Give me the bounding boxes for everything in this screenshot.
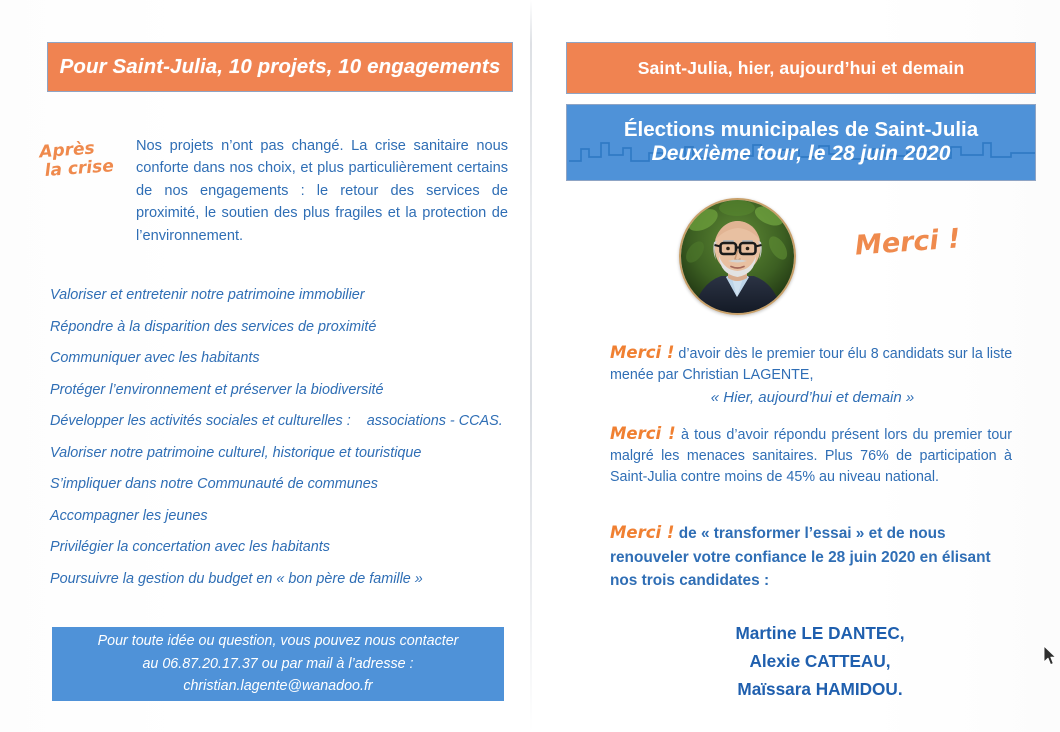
election-announcement-banner <box>566 104 1036 181</box>
election-banner-text <box>624 118 978 167</box>
contact-line-2: au 06.87.20.17.37 ou par mail à l’adresse : <box>142 655 414 672</box>
list-item: Martine LE DANTEC, <box>735 623 905 643</box>
contact-line-1: Pour toute idée ou question, vous pouvez nous contacter <box>97 632 459 649</box>
list-item: Valoriser et entretenir notre patrimoine immobilier <box>50 287 365 303</box>
intro-paragraph: Nos projets n’ont pas changé. La crise sanitaire nous conforte dans nos choix, et plus particulièrement certains de nos engagements : le retour des services de proximité, le soutien des plus fragiles et la protection de l’environnement. <box>136 137 508 245</box>
right-page-header-banner <box>566 42 1036 94</box>
left-header-title: Pour Saint-Julia, 10 projets, 10 engagements <box>59 55 501 78</box>
candidates-list <box>610 620 1030 704</box>
merci-label: Merci ! <box>610 523 675 542</box>
list-item: Poursuivre la gestion du budget en « bon père de famille » <box>50 570 423 587</box>
merci-paragraph-2 <box>610 422 1012 487</box>
candidate-portrait-avatar <box>679 198 796 315</box>
list-item: Protéger l’environnement et préserver la biodiversité <box>50 381 384 398</box>
handwritten-line-1: Après <box>38 138 96 163</box>
right-header-title: Saint-Julia, hier, aujourd’hui et demain <box>637 57 965 78</box>
list-item: Valoriser notre patrimoine culturel, historique et touristique <box>50 444 422 461</box>
commitments-list <box>50 286 520 601</box>
contact-email-line: christian.lagente@wanadoo.fr <box>183 678 373 695</box>
left-page-header-banner <box>47 42 513 92</box>
list-slogan: « Hier, aujourd’hui et demain » <box>710 388 915 406</box>
merci-paragraph-1-text: d’avoir dès le premier tour élu 8 candidats sur la liste menée par Christian LAGENTE, <box>610 346 1013 383</box>
contact-info-box <box>52 627 504 701</box>
list-item: Accompagner les jeunes <box>50 507 208 524</box>
handwritten-line-2: la crise <box>44 156 115 182</box>
merci-paragraph-1 <box>610 341 1015 408</box>
mouse-pointer-icon <box>1043 645 1057 667</box>
merci-label: Merci ! <box>610 343 675 362</box>
handwritten-after-crisis-note <box>39 137 136 182</box>
portrait-image <box>681 200 794 313</box>
list-item: Alexie CATTEAU, <box>749 650 891 671</box>
list-item: Répondre à la disparition des services de proximité <box>50 318 377 335</box>
list-item: Maïssara HAMIDOU. <box>737 678 903 699</box>
merci-label: Merci ! <box>610 424 676 443</box>
right-page-panel <box>530 0 1060 732</box>
election-title: Élections municipales de Saint-Julia <box>623 118 979 142</box>
list-item: Communiquer avec les habitants <box>50 350 260 366</box>
list-item: Privilégier la concertation avec les habitants <box>50 539 330 555</box>
merci-paragraph-3-text: de « transformer l’essai » et de nous renouveler votre confiance le 28 juin 2020 en élisant nos trois candidates : <box>610 525 991 589</box>
merci-paragraph-2-text: à tous d’avoir répondu présent lors du premier tour malgré les menaces sanitaires. Plus 76% de participation à Saint-Julia contre moins de 45% au niveau national. <box>610 427 1013 485</box>
merci-heading-handwritten: Merci ! <box>854 223 962 262</box>
list-item: S’impliquer dans notre Communauté de communes <box>50 476 378 492</box>
election-round-date: Deuxième tour, le 28 juin 2020 <box>651 142 951 166</box>
merci-paragraph-3 <box>610 521 1010 592</box>
list-item: Développer les activités sociales et culturelles : associations - CCAS. <box>50 413 503 429</box>
